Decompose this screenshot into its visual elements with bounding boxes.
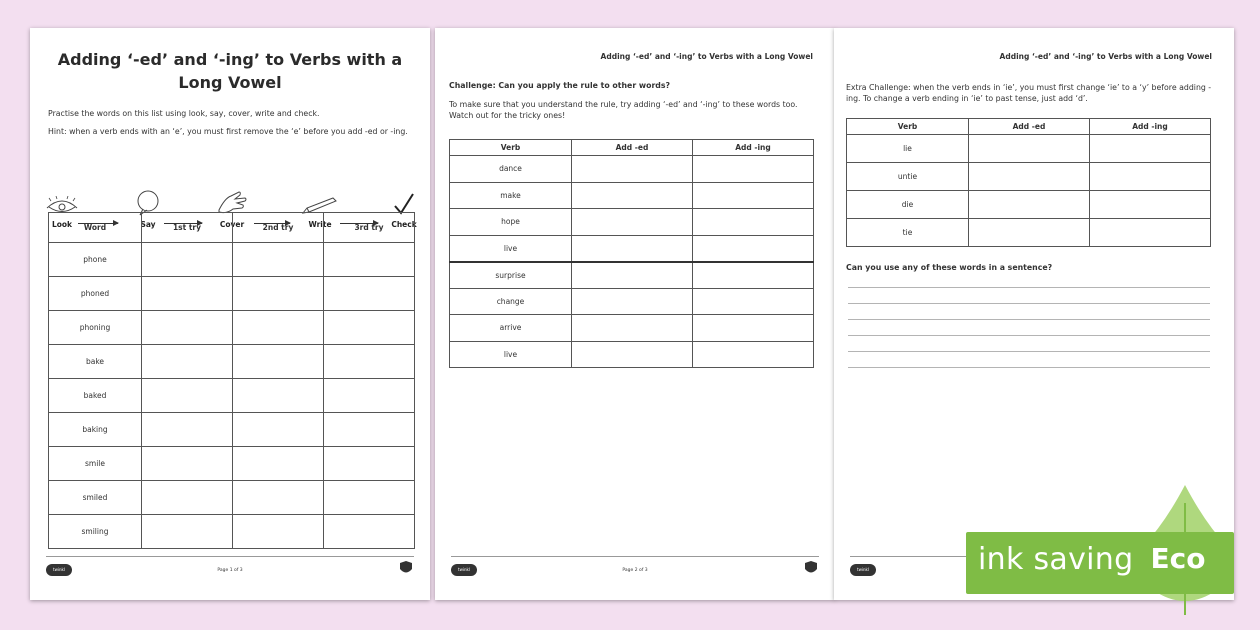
table-row bbox=[49, 311, 415, 345]
running-head: Adding ‘-ed’ and ‘-ing’ to Verbs with a Long Vowel bbox=[999, 52, 1212, 61]
spelling-practice-table bbox=[48, 212, 415, 549]
column-header: 1st try bbox=[142, 213, 233, 243]
answer-cell[interactable] bbox=[1090, 191, 1211, 219]
quality-crest-icon bbox=[398, 560, 414, 580]
answer-cell[interactable] bbox=[233, 447, 324, 481]
ink-saving-eco-badge bbox=[966, 532, 1234, 594]
word-cell: dance bbox=[450, 156, 572, 183]
answer-cell[interactable] bbox=[969, 219, 1090, 247]
verb-challenge-table bbox=[449, 139, 814, 368]
word-cell: smiled bbox=[49, 481, 142, 515]
answer-cell[interactable] bbox=[693, 209, 814, 236]
sentence-prompt: Can you use any of these words in a sentence? bbox=[846, 263, 1053, 272]
word-cell: change bbox=[450, 288, 572, 315]
answer-cell[interactable] bbox=[142, 311, 233, 345]
quality-crest-icon bbox=[803, 560, 819, 580]
column-header: Add -ed bbox=[572, 140, 693, 156]
answer-cell[interactable] bbox=[142, 447, 233, 481]
table-row bbox=[450, 262, 814, 289]
answer-cell[interactable] bbox=[693, 262, 814, 289]
answer-cell[interactable] bbox=[693, 288, 814, 315]
answer-cell[interactable] bbox=[572, 209, 693, 236]
answer-cell[interactable] bbox=[233, 515, 324, 549]
word-cell: make bbox=[450, 182, 572, 209]
answer-cell[interactable] bbox=[142, 277, 233, 311]
answer-cell[interactable] bbox=[1090, 163, 1211, 191]
answer-cell[interactable] bbox=[693, 341, 814, 368]
answer-cell[interactable] bbox=[572, 182, 693, 209]
writing-line[interactable] bbox=[848, 335, 1210, 336]
answer-cell[interactable] bbox=[324, 413, 415, 447]
answer-cell[interactable] bbox=[233, 481, 324, 515]
answer-cell[interactable] bbox=[233, 345, 324, 379]
writing-line[interactable] bbox=[848, 319, 1210, 320]
writing-line[interactable] bbox=[848, 303, 1210, 304]
column-header: 3rd try bbox=[324, 213, 415, 243]
table-row bbox=[49, 243, 415, 277]
table-row bbox=[49, 515, 415, 549]
worksheet-page-1 bbox=[30, 28, 430, 600]
step-label: Cover bbox=[219, 220, 245, 229]
answer-cell[interactable] bbox=[142, 243, 233, 277]
instructions-text: To make sure that you understand the rule, try adding ‘-ed’ and ‘-ing’ to these words too. Watch out for the tricky ones! bbox=[449, 100, 798, 120]
answer-cell[interactable] bbox=[233, 243, 324, 277]
word-cell: phoned bbox=[49, 277, 142, 311]
publisher-logo: twinkl bbox=[46, 564, 72, 576]
table-row bbox=[450, 209, 814, 236]
word-cell: phoning bbox=[49, 311, 142, 345]
answer-cell[interactable] bbox=[572, 315, 693, 342]
table-row bbox=[450, 288, 814, 315]
word-cell: lie bbox=[847, 135, 969, 163]
answer-cell[interactable] bbox=[324, 345, 415, 379]
column-header: Add -ing bbox=[693, 140, 814, 156]
page-title: Adding ‘-ed’ and ‘-ing’ to Verbs with a Long Vowel bbox=[57, 50, 403, 92]
badge-eco-label: Eco bbox=[1150, 542, 1206, 575]
table-row bbox=[450, 315, 814, 342]
ie-verb-table bbox=[846, 118, 1211, 247]
table-row bbox=[49, 345, 415, 379]
badge-text: ink saving bbox=[978, 542, 1134, 577]
table-row bbox=[450, 235, 814, 262]
table-row bbox=[450, 182, 814, 209]
answer-cell[interactable] bbox=[969, 135, 1090, 163]
answer-cell[interactable] bbox=[324, 447, 415, 481]
answer-cell[interactable] bbox=[572, 235, 693, 262]
table-row bbox=[847, 135, 1211, 163]
page-number: Page 1 of 3 bbox=[217, 568, 243, 573]
table-row bbox=[450, 156, 814, 183]
table-row bbox=[847, 163, 1211, 191]
table-header-row bbox=[450, 140, 814, 156]
writing-line[interactable] bbox=[848, 367, 1210, 368]
answer-cell[interactable] bbox=[969, 191, 1090, 219]
answer-cell[interactable] bbox=[1090, 219, 1211, 247]
word-cell: bake bbox=[49, 345, 142, 379]
answer-cell[interactable] bbox=[142, 379, 233, 413]
table-header-row bbox=[49, 213, 415, 243]
writing-line[interactable] bbox=[848, 287, 1210, 288]
word-cell: tie bbox=[847, 219, 969, 247]
table-row bbox=[49, 447, 415, 481]
answer-cell[interactable] bbox=[572, 341, 693, 368]
column-header: Word bbox=[49, 213, 142, 243]
word-cell: untie bbox=[847, 163, 969, 191]
word-cell: baking bbox=[49, 413, 142, 447]
column-header: Add -ing bbox=[1090, 119, 1211, 135]
writing-line[interactable] bbox=[848, 351, 1210, 352]
instructions-text: Practise the words on this list using look, say, cover, write and check. bbox=[48, 109, 320, 118]
answer-cell[interactable] bbox=[142, 345, 233, 379]
table-row bbox=[847, 219, 1211, 247]
answer-cell[interactable] bbox=[572, 262, 693, 289]
word-cell: live bbox=[450, 235, 572, 262]
answer-cell[interactable] bbox=[572, 156, 693, 183]
word-cell: arrive bbox=[450, 315, 572, 342]
challenge-heading: Challenge: Can you apply the rule to other words? bbox=[449, 81, 671, 90]
word-cell: die bbox=[847, 191, 969, 219]
answer-cell[interactable] bbox=[324, 311, 415, 345]
column-header: 2nd try bbox=[233, 213, 324, 243]
answer-cell[interactable] bbox=[693, 315, 814, 342]
answer-cell[interactable] bbox=[324, 277, 415, 311]
answer-cell[interactable] bbox=[693, 182, 814, 209]
answer-cell[interactable] bbox=[233, 379, 324, 413]
table-row bbox=[49, 481, 415, 515]
answer-cell[interactable] bbox=[693, 156, 814, 183]
table-row bbox=[450, 341, 814, 368]
table-header-row bbox=[847, 119, 1211, 135]
answer-cell[interactable] bbox=[142, 515, 233, 549]
column-header: Add -ed bbox=[969, 119, 1090, 135]
publisher-logo: twinkl bbox=[451, 564, 477, 576]
answer-cell[interactable] bbox=[572, 288, 693, 315]
hint-text: Hint: when a verb ends with an ‘e’, you must first remove the ‘e’ before you add -ed or -ing. bbox=[48, 127, 408, 136]
answer-cell[interactable] bbox=[324, 379, 415, 413]
answer-cell[interactable] bbox=[1090, 135, 1211, 163]
answer-cell[interactable] bbox=[969, 163, 1090, 191]
word-cell: hope bbox=[450, 209, 572, 236]
extra-challenge-text: Extra Challenge: when the verb ends in ‘ie’, you must first change ‘ie’ to a ‘y’ before adding -ing. To change a verb ending in ‘ie’ to past tense, just add ‘d’. bbox=[846, 83, 1212, 103]
answer-cell[interactable] bbox=[233, 311, 324, 345]
step-label: Look bbox=[51, 220, 73, 229]
step-label: Check bbox=[391, 220, 417, 229]
table-row bbox=[847, 191, 1211, 219]
publisher-logo: twinkl bbox=[850, 564, 876, 576]
footer-divider bbox=[46, 556, 414, 557]
word-cell: surprise bbox=[450, 262, 572, 289]
answer-cell[interactable] bbox=[142, 481, 233, 515]
step-label: Write bbox=[308, 220, 332, 229]
table-row bbox=[49, 379, 415, 413]
answer-cell[interactable] bbox=[233, 277, 324, 311]
word-cell: smile bbox=[49, 447, 142, 481]
answer-cell[interactable] bbox=[142, 413, 233, 447]
answer-cell[interactable] bbox=[324, 515, 415, 549]
word-cell: phone bbox=[49, 243, 142, 277]
page-number: Page 2 of 3 bbox=[622, 568, 648, 573]
table-row bbox=[49, 413, 415, 447]
answer-cell[interactable] bbox=[324, 243, 415, 277]
column-header: Verb bbox=[450, 140, 572, 156]
word-cell: smiling bbox=[49, 515, 142, 549]
word-cell: live bbox=[450, 341, 572, 368]
word-cell: baked bbox=[49, 379, 142, 413]
answer-cell[interactable] bbox=[693, 235, 814, 262]
column-header: Verb bbox=[847, 119, 969, 135]
answer-cell[interactable] bbox=[324, 481, 415, 515]
step-label: Say bbox=[140, 220, 156, 229]
worksheet-page-2 bbox=[435, 28, 835, 600]
table-row bbox=[49, 277, 415, 311]
footer-divider bbox=[451, 556, 819, 557]
running-head: Adding ‘-ed’ and ‘-ing’ to Verbs with a Long Vowel bbox=[600, 52, 813, 61]
answer-cell[interactable] bbox=[233, 413, 324, 447]
